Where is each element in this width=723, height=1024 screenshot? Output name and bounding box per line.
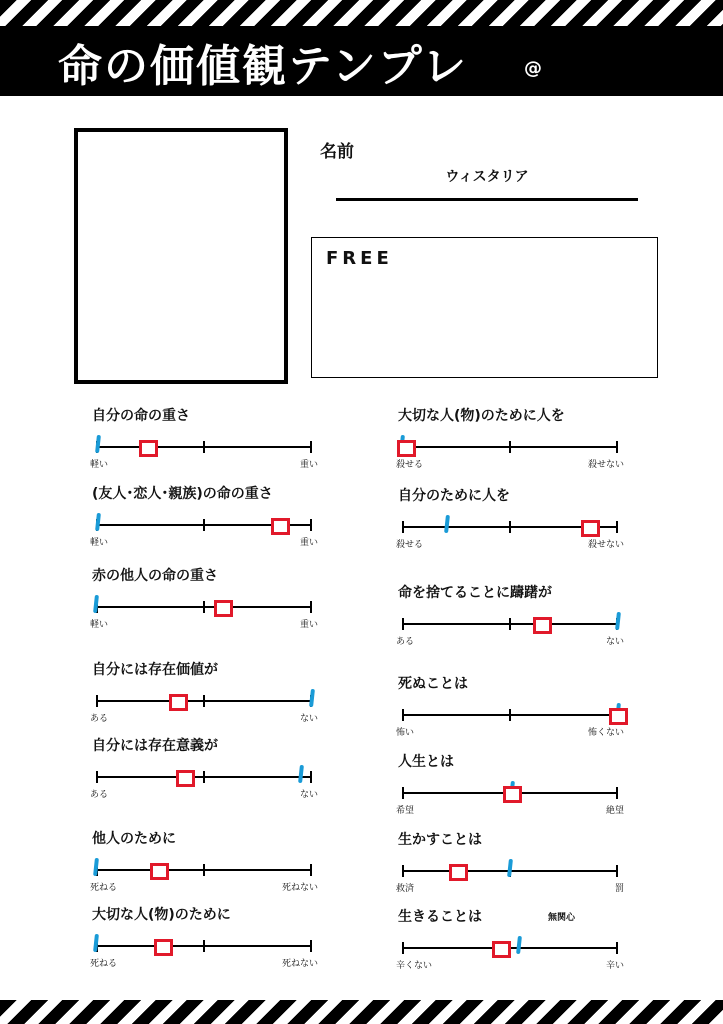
question-title: 他人のために: [92, 831, 176, 847]
scale-left-label: 辛くない: [396, 961, 433, 971]
scale[interactable]: [90, 771, 318, 800]
scale-right-label: 重い: [299, 620, 318, 630]
scale-tick: [402, 709, 404, 721]
scale-left-label: ある: [90, 790, 109, 800]
red-marker[interactable]: [169, 694, 188, 711]
scale-tick: [402, 865, 404, 877]
question-title: 大切な人(物)のために人を: [398, 408, 565, 424]
scale-tick: [509, 618, 511, 630]
scale[interactable]: [396, 618, 624, 647]
red-marker[interactable]: [449, 864, 468, 881]
question-left-1: [90, 405, 332, 470]
scale-left-label: 殺せる: [396, 540, 424, 550]
scale-tick: [616, 521, 618, 533]
scale-tick: [509, 521, 511, 533]
scale-tick: [203, 695, 205, 707]
photo-frame[interactable]: [74, 128, 288, 384]
red-marker[interactable]: [492, 941, 511, 958]
scale-tick: [310, 441, 312, 453]
scale-tick: [310, 864, 312, 876]
extra-note: 無関心: [548, 913, 576, 923]
red-marker[interactable]: [150, 863, 169, 880]
scale-left-label: 死ねる: [90, 959, 118, 969]
red-marker[interactable]: [154, 939, 173, 956]
question-title: 生きることは: [398, 909, 482, 925]
scale-tick: [310, 940, 312, 952]
scale[interactable]: [90, 864, 318, 893]
scale-tick: [203, 441, 205, 453]
question-title: 自分には存在意義が: [92, 738, 218, 754]
scale-tick: [402, 942, 404, 954]
scale-left-label: 殺せる: [396, 460, 424, 470]
scale[interactable]: [396, 787, 624, 816]
blue-marker[interactable]: [615, 612, 621, 630]
blue-marker[interactable]: [93, 934, 99, 952]
name-underline: [336, 198, 638, 201]
scale-left-label: 軽い: [90, 538, 109, 548]
red-marker[interactable]: [503, 786, 522, 803]
name-value: ウィスタリア: [445, 169, 529, 185]
scale-right-label: 殺せない: [587, 460, 624, 470]
question-title: 死ぬことは: [398, 676, 468, 692]
scale-right-label: ない: [299, 714, 318, 724]
scale-left-label: 死ねる: [90, 883, 118, 893]
question-right-7: [396, 906, 638, 971]
scale[interactable]: [396, 865, 624, 894]
red-marker[interactable]: [609, 708, 628, 725]
question-left-3: [90, 565, 332, 630]
question-title: 大切な人(物)のために: [92, 907, 231, 923]
question-title: 自分の命の重さ: [92, 408, 190, 424]
red-marker[interactable]: [271, 518, 290, 535]
scale-left-label: 救済: [396, 884, 415, 894]
blue-marker[interactable]: [444, 515, 450, 533]
scale-right-label: 罰: [614, 884, 624, 894]
question-right-2: [396, 485, 638, 550]
question-right-6: [396, 829, 638, 894]
scale-tick: [203, 864, 205, 876]
question-right-3: [396, 582, 638, 647]
red-marker[interactable]: [533, 617, 552, 634]
question-left-6: [90, 828, 332, 893]
red-marker[interactable]: [581, 520, 600, 537]
scale-right-label: 死ねない: [281, 883, 318, 893]
scale[interactable]: [90, 601, 318, 630]
scale-tick: [203, 771, 205, 783]
question-right-1: [396, 405, 638, 470]
question-title: 自分のために人を: [398, 488, 510, 504]
question-title: 赤の他人の命の重さ: [92, 568, 218, 584]
top-stripe: [0, 0, 723, 26]
page-title: 命の価値観テンプレ: [58, 41, 469, 92]
scale-tick: [402, 787, 404, 799]
blue-marker[interactable]: [93, 595, 99, 613]
scale[interactable]: [396, 709, 624, 738]
red-marker[interactable]: [397, 440, 416, 457]
scale[interactable]: [90, 940, 318, 969]
question-title: 生かすことは: [398, 832, 482, 848]
scale[interactable]: [396, 942, 624, 971]
scale-left-label: 軽い: [90, 460, 109, 470]
scale-left-label: 希望: [396, 806, 415, 816]
scale-tick: [96, 771, 98, 783]
scale-tick: [616, 441, 618, 453]
at-mark: @: [524, 58, 542, 79]
scale-right-label: 絶望: [605, 806, 624, 816]
question-title: 命を捨てることに躊躇が: [398, 585, 552, 601]
scale-right-label: 怖くない: [587, 728, 624, 738]
scale[interactable]: [90, 519, 318, 548]
scale-right-label: ない: [605, 637, 624, 647]
question-left-2: [90, 483, 332, 548]
scale-right-label: 重い: [299, 460, 318, 470]
scale-tick: [203, 601, 205, 613]
scale-left-label: ある: [396, 637, 415, 647]
scale-tick: [509, 709, 511, 721]
scale-right-label: 辛い: [605, 961, 624, 971]
scale-left-label: 軽い: [90, 620, 109, 630]
question-right-4: [396, 673, 638, 738]
scale[interactable]: [396, 441, 624, 470]
scale-right-label: 死ねない: [281, 959, 318, 969]
question-title: (友人･恋人･親族)の命の重さ: [92, 486, 273, 502]
question-left-5: [90, 735, 332, 800]
free-box[interactable]: [311, 237, 658, 378]
blue-marker[interactable]: [309, 689, 315, 707]
scale-tick: [616, 787, 618, 799]
question-title: 人生とは: [398, 754, 454, 770]
bottom-stripe: [0, 1000, 723, 1024]
question-left-7: [90, 904, 332, 969]
red-marker[interactable]: [214, 600, 233, 617]
scale-tick: [616, 942, 618, 954]
scale-tick: [203, 519, 205, 531]
question-title: 自分には存在価値が: [92, 662, 218, 678]
scale-tick: [310, 771, 312, 783]
blue-marker[interactable]: [298, 765, 304, 783]
free-label: FREE: [326, 248, 393, 269]
blue-marker[interactable]: [507, 859, 513, 877]
scale-tick: [509, 441, 511, 453]
blue-marker[interactable]: [516, 936, 522, 954]
scale[interactable]: [396, 521, 624, 550]
scale-tick: [310, 601, 312, 613]
question-left-4: [90, 659, 332, 724]
scale-left-label: ある: [90, 714, 109, 724]
scale-right-label: 殺せない: [587, 540, 624, 550]
blue-marker[interactable]: [95, 435, 101, 453]
question-right-5: [396, 751, 638, 816]
name-label: 名前: [320, 142, 354, 162]
scale[interactable]: [90, 441, 318, 470]
scale-right-label: 重い: [299, 538, 318, 548]
scale-tick: [310, 519, 312, 531]
red-marker[interactable]: [139, 440, 158, 457]
scale[interactable]: [90, 695, 318, 724]
scale-tick: [203, 940, 205, 952]
scale-tick: [616, 865, 618, 877]
blue-marker[interactable]: [93, 858, 99, 876]
scale-tick: [96, 695, 98, 707]
scale-tick: [402, 521, 404, 533]
scale-tick: [402, 618, 404, 630]
scale-right-label: ない: [299, 790, 318, 800]
scale-left-label: 怖い: [396, 728, 415, 738]
blue-marker[interactable]: [95, 513, 101, 531]
red-marker[interactable]: [176, 770, 195, 787]
